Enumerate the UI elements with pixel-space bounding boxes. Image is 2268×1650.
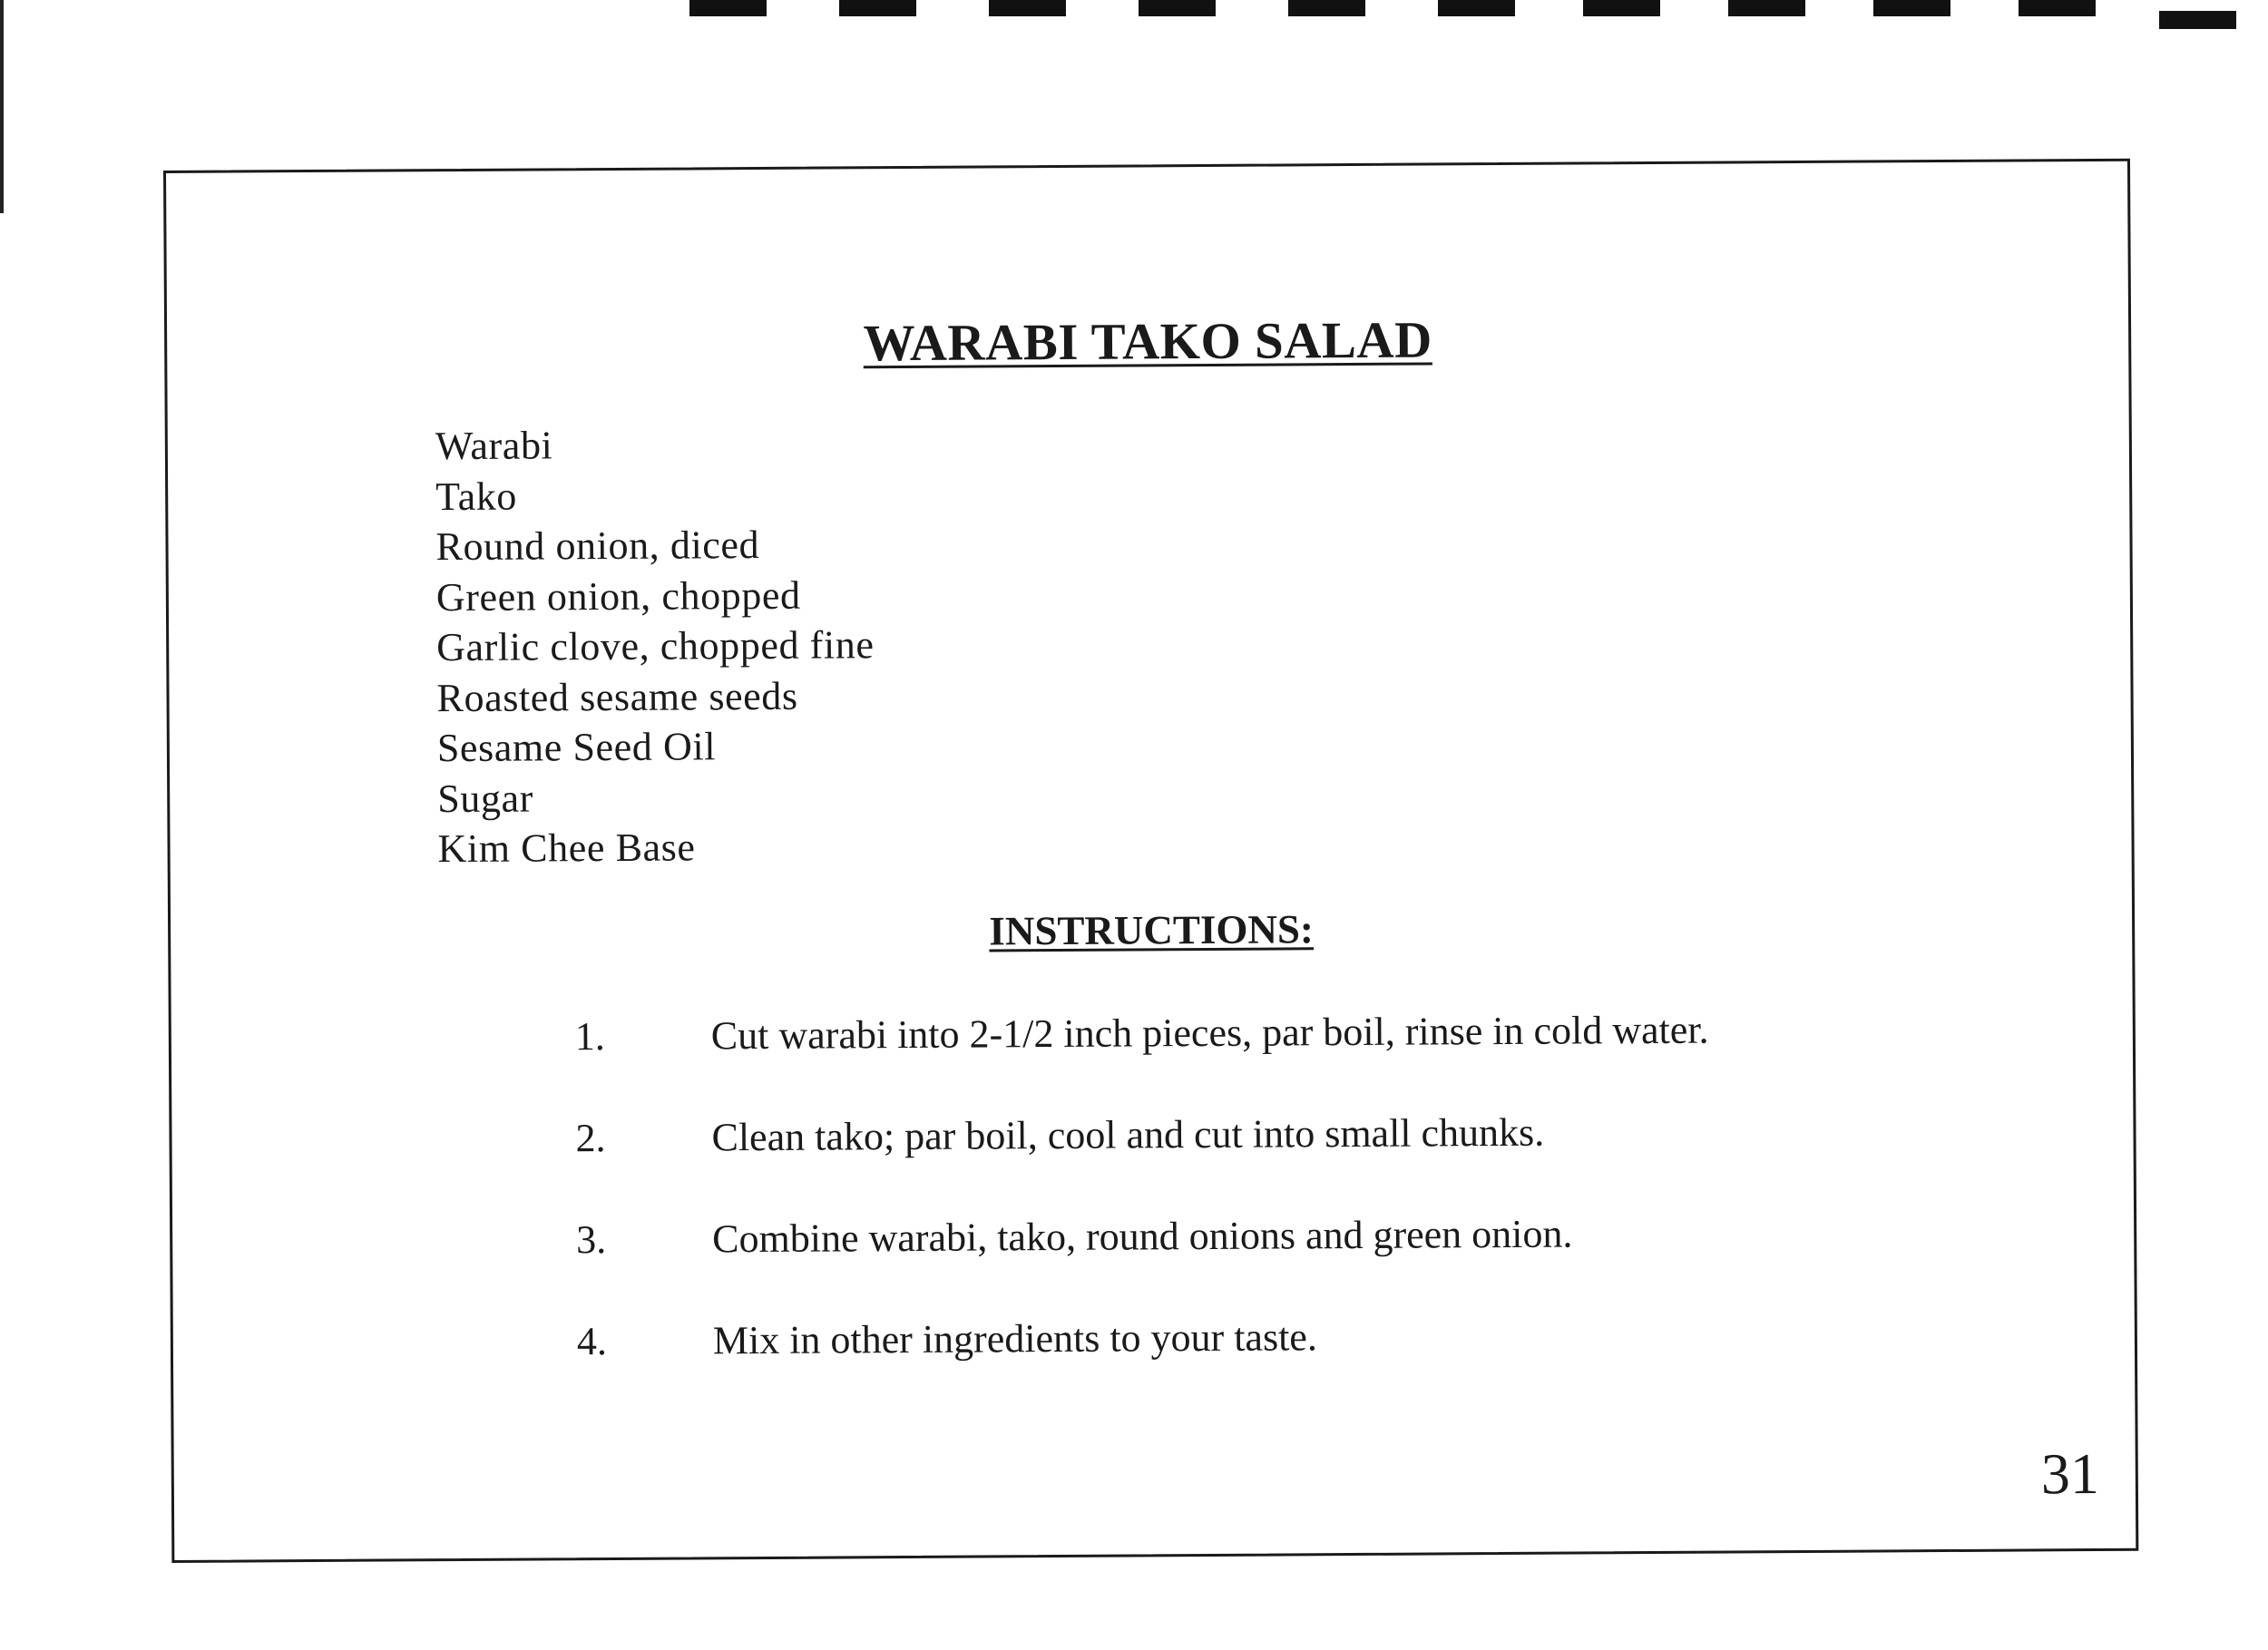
ingredient-item: Roasted sesame seeds [436,673,798,720]
step-text: Combine warabi, tako, round onions and green onion. [712,1211,1573,1262]
instruction-step [575,1109,1545,1217]
binding-hole [1139,0,1216,16]
ingredient-item: Garlic clove, chopped fine [436,622,875,670]
instructions-heading: INSTRUCTIONS: [989,906,1315,954]
page-edge [0,0,4,213]
instruction-step [576,1314,1318,1421]
ingredient-item: Sesame Seed Oil [436,724,717,771]
ingredient-item: Warabi [435,423,553,469]
ingredient-item: Sugar [437,776,534,821]
binding-hole [1873,0,1950,16]
ingredient-list [435,418,875,874]
ingredient-item: Tako [435,474,518,519]
binding-hole [2159,11,2236,29]
step-number: 3. [576,1217,607,1263]
binding-hole [1728,0,1805,16]
recipe-title: WARABI TAKO SALAD [863,311,1432,373]
binding-hole [989,0,1066,16]
binding-hole [1438,0,1515,16]
step-number: 1. [574,1014,605,1059]
binding-hole [689,0,767,16]
step-number: 4. [576,1319,608,1364]
page-number: 31 [2040,1440,2100,1507]
binding-hole [2019,0,2096,16]
step-text: Clean tako; par boil, cool and cut into small chunks. [711,1109,1545,1160]
step-text: Mix in other ingredients to your taste. [712,1314,1318,1363]
instruction-steps [574,1007,1709,1421]
binding-hole [1583,0,1660,16]
step-number: 2. [575,1116,606,1161]
ingredient-item: Round onion, diced [435,522,760,570]
ingredient-item: Green onion, chopped [435,572,801,620]
step-text: Cut warabi into 2-1/2 inch pieces, par boil, rinse in cold water. [710,1007,1709,1059]
instruction-step [574,1007,1709,1116]
ingredient-item: Kim Chee Base [437,825,696,872]
instruction-step [576,1211,1573,1319]
recipe-card [163,159,2138,1563]
spiral-binding [0,0,2268,36]
binding-hole [1288,0,1365,16]
binding-hole [839,0,916,16]
